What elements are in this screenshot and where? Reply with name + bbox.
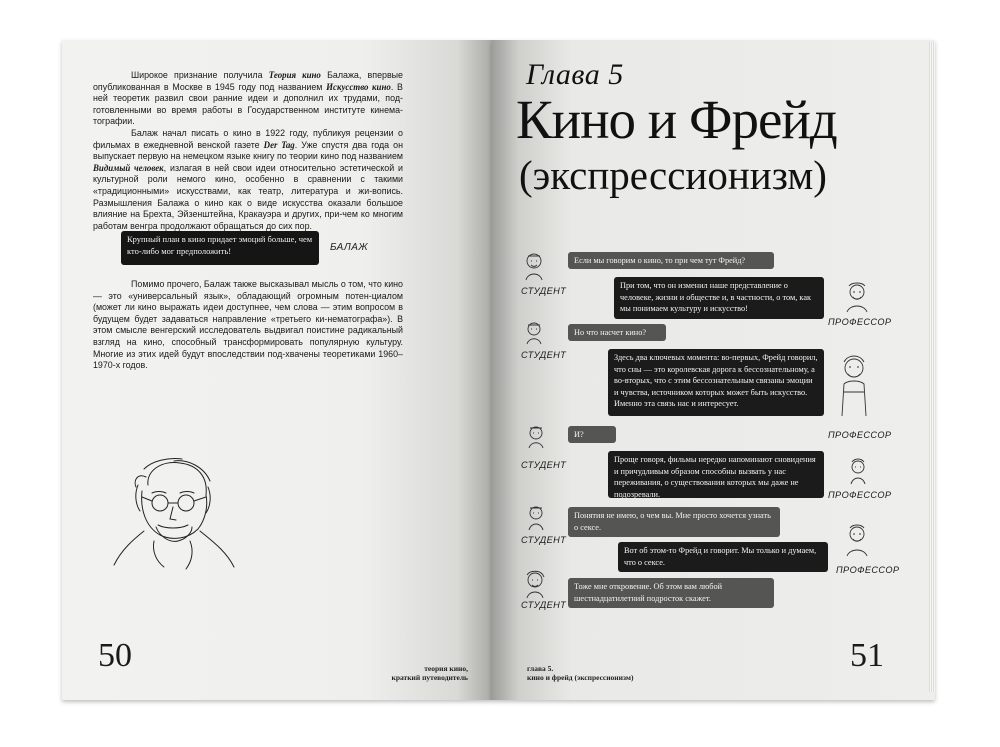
professor-sketch-icon [846,456,870,486]
footer-line: краткий путеводитель [391,673,468,682]
quote-text: Крупный план в кино придает эмоций больше, чем кто-либо мог предположить! [127,234,313,256]
speaker-label-professor: ПРОФЕССОР [828,430,892,440]
speaker-label-student: СТУДЕНТ [521,535,567,545]
professor-sketch-icon [842,522,872,558]
dialogue-bubble-professor: Вот об этом-то Фрейд и говорит. Мы только и думаем, что о сексе. [618,542,828,572]
dialogue-bubble-professor: Проще говоря, фильмы нередко напоминают сновидения и причудливым образом способны вызвать у нас переживания, о существовании которых мы даже не подозревали. [608,451,824,498]
dialogue-bubble-professor: При том, что он изменил наше представление о человеке, жизни и обществе и, в частности, о том, как мы понимаем культуру и искусство! [614,277,824,319]
speaker-label-professor: ПРОФЕССОР [836,565,900,575]
balazs-portrait-sketch [108,455,238,580]
dialogue-bubble-student: Если мы говорим о кино, то при чем тут Фрейд? [568,252,774,269]
left-body-text [93,70,403,232]
paragraph: Широкое признание получила Теория кино Балажа, впервые опубликованная в Москве в 1945 году под названием Искусство кино. В ней теоретик развил свои ранние идеи и дополнил их трудами, под-готовленными во время работы в Государственном институте кинема-тографии. [93,70,403,127]
chapter-label: Глава 5 [526,58,624,91]
italic-title: Видимый человек [93,162,164,173]
footer-line: теория кино, [424,664,468,673]
italic-title: Der Tag [263,139,295,150]
speaker-label-professor: ПРОФЕССОР [828,317,892,327]
paragraph: Помимо прочего, Балаж также высказывал мысль о том, что кино — это «универсальный язык», обладающий огромным потен-циалом (может ли кино выражать идеи доступнее, чем слова — этим вопросом в будущем будет задаваться направление «третьего ки-нематографа»). В этом смысле венгерский исследователь выдвигал поистине радикальный взгляд на кино, способный трансформировать популярную культуру. Многие из этих идей будут впоследствии под-хвачены теоретиками 1960–1970-х годов. [93,279,403,371]
speaker-label-student: СТУДЕНТ [521,350,567,360]
dialogue-bubble-student: Тоже мне откровение. Об этом вам любой шестнадцатилетний подросток скажет. [568,578,774,608]
professor-sketch-icon [834,352,874,418]
quote-author: БАЛАЖ [330,242,369,253]
speaker-label-student: СТУДЕНТ [521,600,567,610]
dialogue-bubble-student: Понятия не имею, о чем вы. Мне просто хочется узнать о сексе. [568,507,780,537]
student-sketch-icon [522,568,548,600]
speaker-label-student: СТУДЕНТ [521,286,567,296]
student-sketch-icon [524,422,548,450]
italic-title: Искусство кино [326,81,391,92]
left-body-text-2 [93,279,403,372]
dialogue-bubble-student: Но что насчет кино? [568,324,666,341]
footer-line: глава 5. [527,664,554,673]
quote-box [121,231,319,265]
running-footer-right [527,664,677,682]
chapter-title: Кино и Фрейд [516,89,837,150]
running-footer-left [368,664,468,682]
student-sketch-icon [522,318,546,346]
page-number-right: 51 [850,637,884,674]
dialogue-bubble-student: И? [568,426,616,443]
dialogue-bubble-professor: Здесь два ключевых момента: во-первых, Фрейд говорил, что сны — это королевская дорога к бессознательному, а во-вторых, что с этим бессознательным связаны эмоции и чувства, источником которых может быть искусство. Именно эта связь нас и интересует. [608,349,824,416]
speaker-label-student: СТУДЕНТ [521,460,567,470]
professor-sketch-icon [842,280,872,314]
footer-line: кино и фрейд (экспрессионизм) [527,673,634,682]
page-edge [929,42,935,692]
paragraph: Балаж начал писать о кино в 1922 году, публикуя рецензии о фильмах в ежедневной венской газете Der Tag. Уже спустя два года он выпускает первую на немецком языке книгу по теории кино под названием Видимый человек, излагая в ней свои идеи относительно эстетической и культурной роли немого кино, особенно в сравнении с такими «традиционными» искусствами, как театр, литература и жи-вопись. Размышления Балажа о кино как о виде искусства оказали большое влияние на Брехта, Эйзенштейна, Кракауэра и других, при-чем ко многим работам венгра продолжают обращаться до сих пор. [93,127,404,231]
student-sketch-icon [520,250,548,282]
student-sketch-icon [524,502,548,532]
page-number-left: 50 [98,637,132,674]
speaker-label-professor: ПРОФЕССОР [828,490,892,500]
italic-title: Теория кино [268,70,321,80]
chapter-subtitle: (экспрессионизм) [519,152,827,198]
